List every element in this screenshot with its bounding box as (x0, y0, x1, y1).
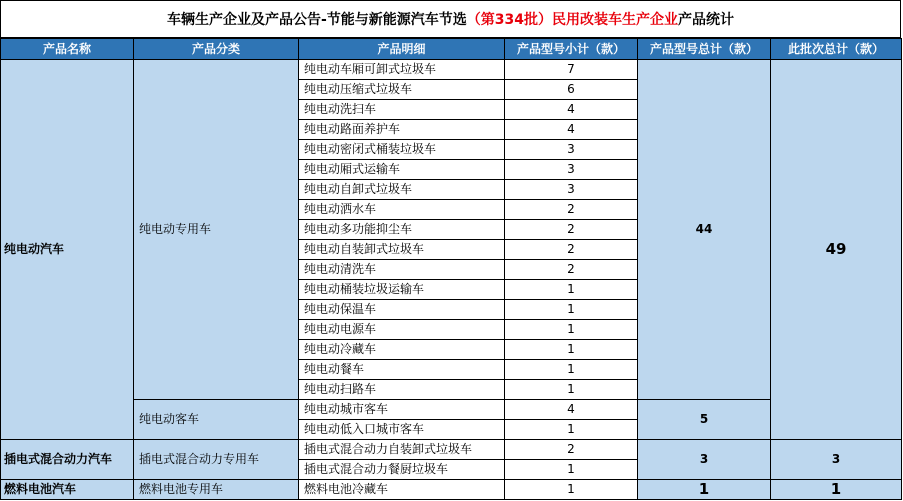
table-row (1, 400, 902, 420)
subtotal-cell[interactable]: 2 (505, 200, 638, 220)
subtotal-cell[interactable]: 2 (505, 240, 638, 260)
product-name-cell[interactable]: 燃料电池汽车 (1, 480, 134, 500)
subtotal-cell[interactable]: 1 (505, 360, 638, 380)
subtotal-cell[interactable]: 4 (505, 100, 638, 120)
product-detail-cell[interactable]: 纯电动冷藏车 (299, 340, 505, 360)
subtotal-cell[interactable]: 6 (505, 80, 638, 100)
model-total-cell[interactable]: 3 (638, 440, 771, 480)
subtotal-cell[interactable]: 4 (505, 400, 638, 420)
product-detail-cell[interactable]: 纯电动压缩式垃圾车 (299, 80, 505, 100)
product-detail-cell[interactable]: 纯电动密闭式桶装垃圾车 (299, 140, 505, 160)
product-detail-cell[interactable]: 燃料电池冷藏车 (299, 480, 505, 500)
subtotal-cell[interactable]: 1 (505, 280, 638, 300)
batch-total-cell[interactable]: 49 (771, 60, 902, 440)
product-detail-cell[interactable]: 插电式混合动力餐厨垃圾车 (299, 460, 505, 480)
product-detail-cell[interactable]: 纯电动桶装垃圾运输车 (299, 280, 505, 300)
product-category-cell[interactable]: 纯电动专用车 (134, 60, 299, 400)
subtotal-cell[interactable]: 3 (505, 140, 638, 160)
subtotal-cell[interactable]: 2 (505, 260, 638, 280)
header-product-name[interactable]: 产品名称 (1, 39, 134, 60)
product-detail-cell[interactable]: 纯电动保温车 (299, 300, 505, 320)
product-detail-cell[interactable]: 纯电动厢式运输车 (299, 160, 505, 180)
product-category-cell[interactable]: 插电式混合动力专用车 (134, 440, 299, 480)
product-detail-cell[interactable]: 纯电动车厢可卸式垃圾车 (299, 60, 505, 80)
product-detail-cell[interactable]: 纯电动多功能抑尘车 (299, 220, 505, 240)
product-detail-cell[interactable]: 纯电动扫路车 (299, 380, 505, 400)
title-part1: 车辆生产企业及产品公告-节能与新能源汽车节选 (166, 12, 467, 28)
model-total-cell[interactable]: 44 (638, 60, 771, 400)
product-detail-cell[interactable]: 纯电动城市客车 (299, 400, 505, 420)
product-detail-cell[interactable]: 纯电动自卸式垃圾车 (299, 180, 505, 200)
table-row (1, 480, 902, 500)
product-category-cell[interactable]: 燃料电池专用车 (134, 480, 299, 500)
table-row (1, 60, 902, 80)
product-category-cell[interactable]: 纯电动客车 (134, 400, 299, 440)
product-name-cell[interactable]: 插电式混合动力汽车 (1, 440, 134, 480)
product-detail-cell[interactable]: 纯电动电源车 (299, 320, 505, 340)
subtotal-cell[interactable]: 1 (505, 480, 638, 500)
product-detail-cell[interactable]: 插电式混合动力自装卸式垃圾车 (299, 440, 505, 460)
subtotal-cell[interactable]: 1 (505, 340, 638, 360)
header-model-total[interactable]: 产品型号总计（款） (638, 39, 771, 60)
subtotal-cell[interactable]: 3 (505, 180, 638, 200)
subtotal-cell[interactable]: 1 (505, 380, 638, 400)
title-part3: 产品统计 (678, 12, 735, 28)
subtotal-cell[interactable]: 2 (505, 440, 638, 460)
table-body (1, 60, 902, 500)
header-subtotal[interactable]: 产品型号小计（款） (505, 39, 638, 60)
batch-total-cell[interactable]: 3 (771, 440, 902, 480)
header-product-category[interactable]: 产品分类 (134, 39, 299, 60)
product-detail-cell[interactable]: 纯电动洗扫车 (299, 100, 505, 120)
subtotal-cell[interactable]: 7 (505, 60, 638, 80)
model-total-cell[interactable]: 5 (638, 400, 771, 440)
product-detail-cell[interactable]: 纯电动洒水车 (299, 200, 505, 220)
subtotal-cell[interactable]: 2 (505, 220, 638, 240)
subtotal-cell[interactable]: 1 (505, 460, 638, 480)
header-product-detail[interactable]: 产品明细 (299, 39, 505, 60)
header-row (1, 39, 902, 60)
statistics-table (0, 38, 902, 500)
model-total-cell[interactable]: 1 (638, 480, 771, 500)
header-batch-total[interactable]: 此批次总计（款） (771, 39, 902, 60)
product-detail-cell[interactable]: 纯电动路面养护车 (299, 120, 505, 140)
product-detail-cell[interactable]: 纯电动自装卸式垃圾车 (299, 240, 505, 260)
subtotal-cell[interactable]: 1 (505, 300, 638, 320)
subtotal-cell[interactable]: 4 (505, 120, 638, 140)
subtotal-cell[interactable]: 1 (505, 320, 638, 340)
product-detail-cell[interactable]: 纯电动餐车 (299, 360, 505, 380)
table-row (1, 440, 902, 460)
subtotal-cell[interactable]: 1 (505, 420, 638, 440)
batch-total-cell[interactable]: 1 (771, 480, 902, 500)
product-name-cell[interactable]: 纯电动汽车 (1, 60, 134, 440)
table-title (0, 0, 901, 38)
product-detail-cell[interactable]: 纯电动清洗车 (299, 260, 505, 280)
title-part2-highlight: （第334批）民用改装车生产企业 (466, 12, 679, 28)
product-detail-cell[interactable]: 纯电动低入口城市客车 (299, 420, 505, 440)
subtotal-cell[interactable]: 3 (505, 160, 638, 180)
